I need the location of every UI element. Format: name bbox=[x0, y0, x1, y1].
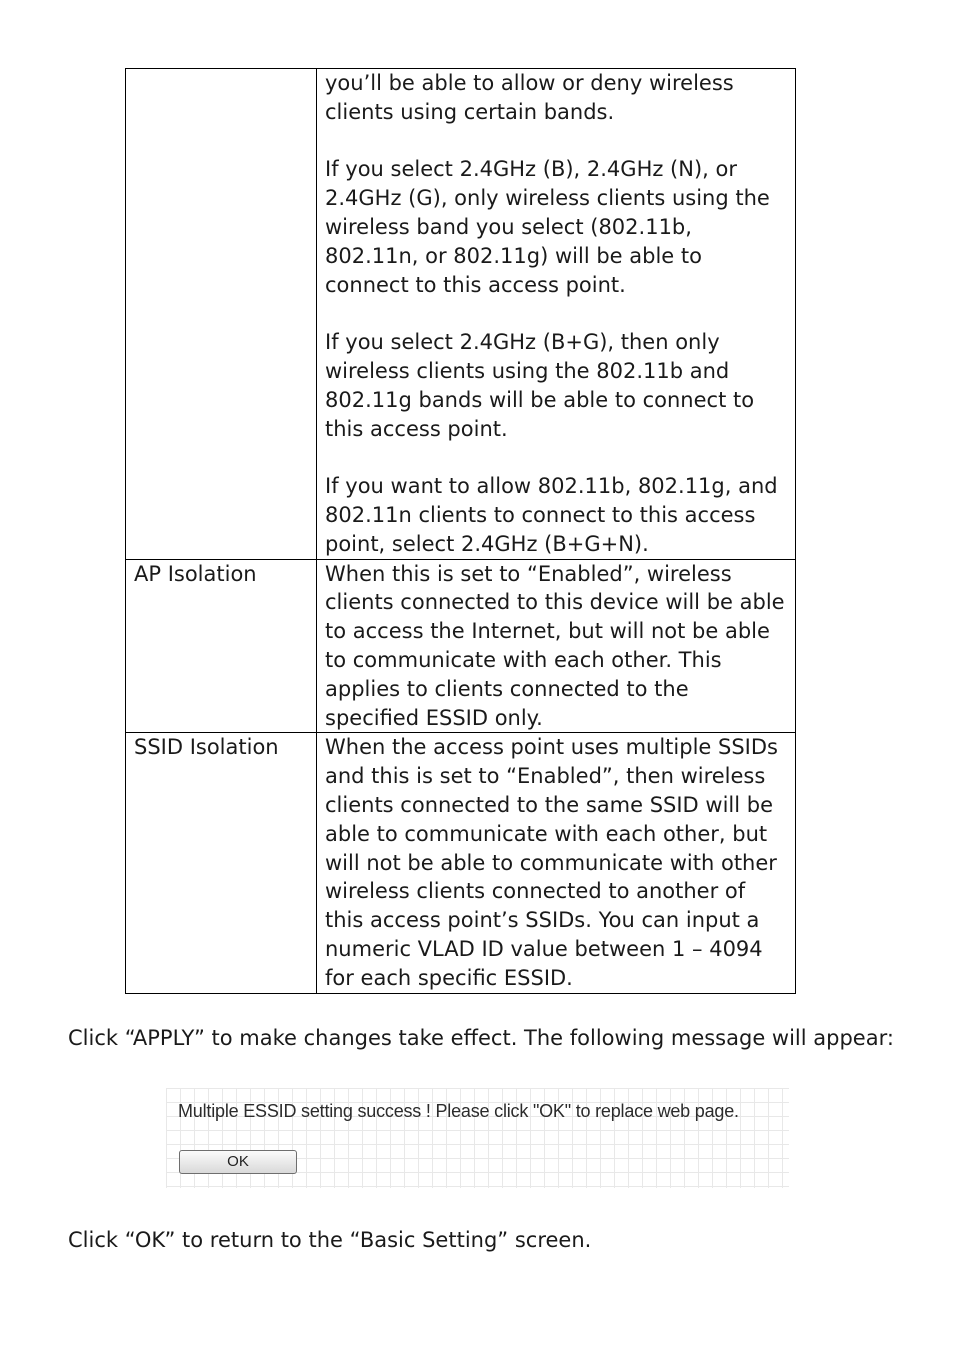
setting-description bbox=[317, 69, 796, 560]
setting-description bbox=[317, 733, 796, 993]
description-paragraph: When the access point uses multiple SSIDs and this is set to “Enabled”, then wireless clients connected to the same SSID will be able to communicate with each other, but will not be able to communicate with other wireless clients connected to another of this access point’s SSIDs. You can input a numeric VLAD ID value between 1 – 4094 for each specific ESSID. bbox=[325, 735, 778, 990]
table-row bbox=[126, 69, 796, 560]
setting-label: SSID Isolation bbox=[126, 733, 317, 993]
settings-description-table bbox=[125, 68, 796, 994]
success-message-dialog bbox=[166, 1088, 789, 1188]
description-paragraph: If you select 2.4GHz (B+G), then only wireless clients using the 802.11b and 802.11g bands will be able to connect to this access point. bbox=[325, 330, 755, 441]
apply-instruction: Click “APPLY” to make changes take effect. The following message will appear: bbox=[68, 1026, 894, 1050]
description-paragraph: you’ll be able to allow or deny wireless clients using certain bands. bbox=[325, 71, 734, 124]
description-paragraph: If you want to allow 802.11b, 802.11g, and 802.11n clients to connect to this access point, select 2.4GHz (B+G+N). bbox=[325, 474, 778, 556]
table-row bbox=[126, 559, 796, 733]
dialog-message: Multiple ESSID setting success ! Please click "OK" to replace web page. bbox=[178, 1101, 739, 1121]
setting-description bbox=[317, 559, 796, 733]
table-row bbox=[126, 733, 796, 993]
setting-label bbox=[126, 69, 317, 560]
description-paragraph: If you select 2.4GHz (B), 2.4GHz (N), or 2.4GHz (G), only wireless clients using the wireless band you select (802.11b, 802.11n, or 802.11g) will be able to connect to this access point. bbox=[325, 157, 770, 297]
ok-button[interactable]: OK bbox=[179, 1150, 297, 1174]
description-paragraph: When this is set to “Enabled”, wireless clients connected to this device will be able to access the Internet, but will not be able to communicate with each other. This applies to clients connected to the specified ESSID only. bbox=[325, 561, 785, 730]
setting-label: AP Isolation bbox=[126, 559, 317, 733]
ok-instruction: Click “OK” to return to the “Basic Setting” screen. bbox=[68, 1228, 592, 1252]
